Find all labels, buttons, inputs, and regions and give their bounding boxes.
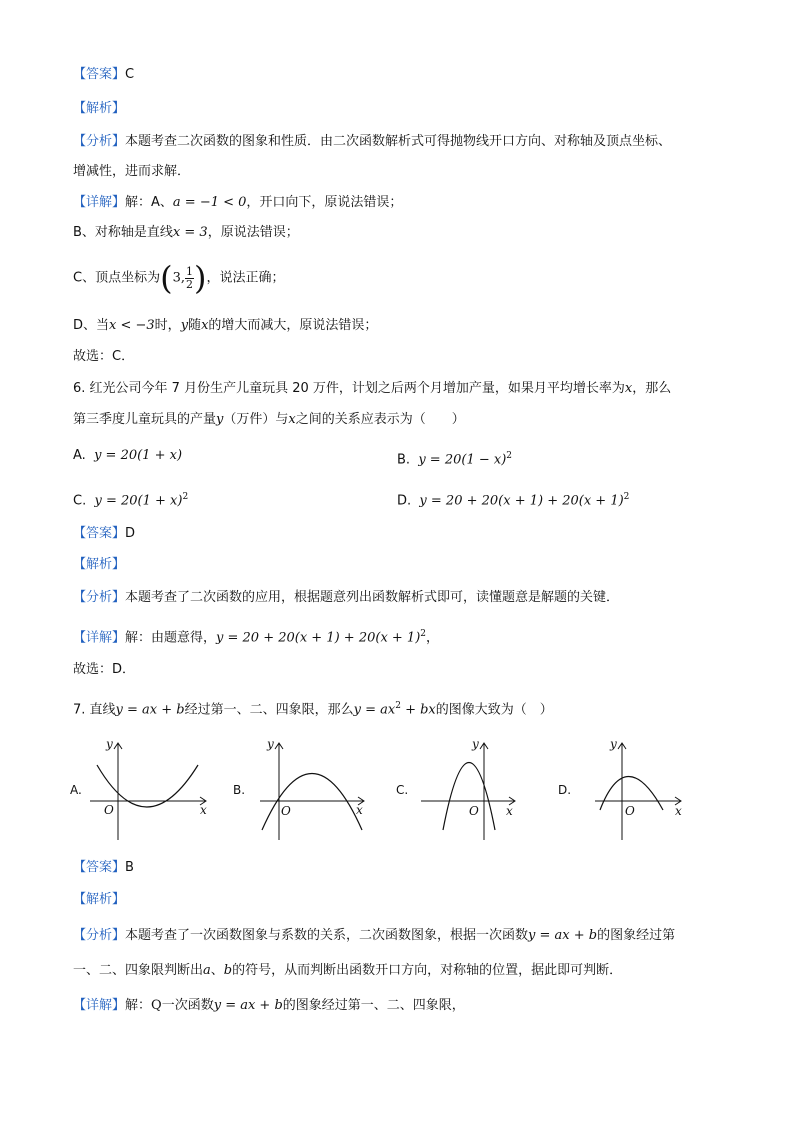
q5-analysis-tag xyxy=(73,100,125,118)
stem-text: 6. 红光公司今年 7 月份生产儿童玩具 20 万件，计划之后两个月增加产量，如果月平均增长率为 xyxy=(73,381,625,396)
exponent: 2 xyxy=(506,451,513,461)
answer-tag: 【答案】 xyxy=(73,860,126,875)
math-expr: y = ax + b xyxy=(528,928,598,943)
because-symbol: Q xyxy=(151,998,162,1013)
x-axis-label: x xyxy=(675,804,682,818)
detail-text: ， xyxy=(426,630,440,646)
q7-detail xyxy=(73,997,465,1015)
stem-text: 经过第一、二、四象限，那么 xyxy=(184,702,354,718)
math-expr: + bx xyxy=(400,702,436,718)
q7-fenxi-line1 xyxy=(73,927,675,945)
x-axis-label: x xyxy=(356,803,363,817)
detail-text: 随 xyxy=(188,318,202,333)
analysis-tag: 【解析】 xyxy=(73,892,126,907)
exponent: 2 xyxy=(623,492,630,502)
detail-text: 的增大而减大，原说法错误； xyxy=(208,318,378,333)
y-axis-label: y xyxy=(106,737,113,751)
detail-text: 解： xyxy=(125,998,152,1013)
q6-detail xyxy=(73,625,439,647)
fenxi-text: 的符号，从而判断出函数开口方向，对称轴的位置，据此即可判断． xyxy=(232,963,623,978)
q7-graph-b[interactable] xyxy=(230,735,370,845)
option-label: A. xyxy=(73,448,86,463)
q6-stem-line2 xyxy=(73,411,465,429)
numerator: 1 xyxy=(185,264,193,278)
q5-detail-a xyxy=(73,194,402,212)
q5-detail-d xyxy=(73,317,377,335)
detail-tag: 【详解】 xyxy=(73,195,126,210)
answer-value: B xyxy=(125,860,134,875)
stem-text: 之间的关系应表示为（ ） xyxy=(295,412,465,427)
denominator: 2 xyxy=(185,277,193,291)
fraction xyxy=(185,266,194,291)
parabola-curve xyxy=(443,763,495,831)
q5-choice: 故选：C． xyxy=(73,349,135,364)
origin-label: O xyxy=(281,804,291,818)
option-label: C. xyxy=(396,783,409,797)
detail-text: 的图象经过第一、二、四象限， xyxy=(282,998,465,1013)
detail-tag: 【详解】 xyxy=(73,998,126,1013)
option-math: y = 20(1 + x) xyxy=(94,493,183,509)
fenxi-tag: 【分析】 xyxy=(73,134,126,149)
math-var: x xyxy=(624,381,633,396)
option-label: C. xyxy=(73,493,87,509)
q5-answer xyxy=(73,66,134,84)
detail-text: 一次函数 xyxy=(161,998,214,1013)
fenxi-text: 的图象经过第 xyxy=(597,928,676,943)
detail-text: B、对称轴是直线 xyxy=(73,225,173,240)
q7-graph-a[interactable] xyxy=(70,735,210,845)
fenxi-text: 、 xyxy=(210,963,224,978)
math-var: y xyxy=(180,318,189,333)
detail-text: D、当 xyxy=(73,318,110,333)
q6-answer xyxy=(73,525,135,543)
fenxi-text: 本题考查了二次函数的应用，根据题意列出函数解析式即可，读懂题意是解题的关键． xyxy=(125,590,620,605)
math-expr: y = ax xyxy=(353,702,396,718)
math-var: x xyxy=(201,318,209,333)
detail-text: ，开口向下，原说法错误； xyxy=(246,195,403,210)
q6-stem-line1 xyxy=(73,380,671,398)
math-expr: y = ax + b xyxy=(213,998,283,1013)
origin-label: O xyxy=(625,804,635,818)
option-math: y = 20(1 + x) xyxy=(94,448,183,463)
q6-option-c[interactable] xyxy=(73,488,188,510)
option-math: y = 20(1 − x) xyxy=(418,452,507,468)
math-var: b xyxy=(223,963,233,978)
option-label: B. xyxy=(397,452,411,468)
q6-analysis-tag xyxy=(73,556,125,574)
exponent: 2 xyxy=(182,492,189,502)
math-var: x xyxy=(288,412,296,427)
stem-text: 的图像大致为（ ） xyxy=(435,702,553,718)
x-axis-label: x xyxy=(200,803,207,817)
q7-fenxi-line2 xyxy=(73,962,622,980)
exponent: 2 xyxy=(420,629,427,639)
stem-text: （万件）与 xyxy=(223,412,289,427)
math-var: y xyxy=(216,412,224,427)
math-expr: y = ax + b xyxy=(115,702,185,718)
option-label: D. xyxy=(558,783,572,797)
detail-tag: 【详解】 xyxy=(73,630,126,646)
parabola-curve xyxy=(262,774,362,831)
fenxi-text: 本题考查二次函数的图象和性质．由二次函数解析式可得抛物线开口方向、对称轴及顶点坐标、 xyxy=(125,134,672,149)
q6-option-d[interactable] xyxy=(397,488,629,510)
q5-fenxi-line2: 增减性，进而求解． xyxy=(73,164,191,179)
q7-graph-d[interactable] xyxy=(555,735,690,845)
math-expr: x < −3 xyxy=(109,318,155,333)
origin-label: O xyxy=(469,804,479,818)
fenxi-text: 本题考查了一次函数图象与系数的关系，二次函数图象，根据一次函数 xyxy=(125,928,529,943)
analysis-tag: 【解析】 xyxy=(73,101,126,116)
left-paren: ( xyxy=(160,259,173,297)
answer-tag: 【答案】 xyxy=(73,67,126,82)
q6-option-b[interactable] xyxy=(397,447,512,469)
stem-text: 第三季度儿童玩具的产量 xyxy=(73,412,217,427)
q6-choice: 故选：D． xyxy=(73,662,136,677)
q5-fenxi-line1 xyxy=(73,133,671,151)
q6-option-a[interactable] xyxy=(73,447,182,465)
analysis-tag: 【解析】 xyxy=(73,557,126,572)
option-math: y = 20 + 20(x + 1) + 20(x + 1) xyxy=(419,493,624,509)
stem-text: 7. 直线 xyxy=(73,702,116,718)
origin-label: O xyxy=(104,803,114,817)
q5-detail-b xyxy=(73,224,299,242)
fenxi-tag: 【分析】 xyxy=(73,928,126,943)
option-label: A. xyxy=(70,783,82,797)
answer-tag: 【答案】 xyxy=(73,526,126,541)
detail-text: ，说法正确； xyxy=(206,270,285,286)
right-paren: ) xyxy=(193,259,207,297)
q6-fenxi xyxy=(73,589,619,607)
math-expr: a = −1 < 0 xyxy=(172,195,247,210)
detail-text: 解：A、 xyxy=(125,195,173,210)
q7-stem xyxy=(73,697,553,719)
q5-detail-c xyxy=(73,259,285,297)
option-label: D. xyxy=(397,493,412,509)
stem-text: ，那么 xyxy=(632,381,672,396)
detail-text: ，原说法错误； xyxy=(207,225,299,240)
detail-text: 时， xyxy=(154,318,181,333)
math-expr: x = 3 xyxy=(172,225,208,240)
math-expr: y = 20 + 20(x + 1) + 20(x + 1) xyxy=(216,630,421,646)
y-axis-label: y xyxy=(610,737,617,751)
detail-text: 解：由题意得， xyxy=(125,630,217,646)
q7-graph-c[interactable] xyxy=(393,735,533,845)
detail-text: C、顶点坐标为 xyxy=(73,270,161,286)
q7-analysis-tag xyxy=(73,891,125,909)
x-axis-label: x xyxy=(506,804,513,818)
y-axis-label: y xyxy=(472,737,479,751)
answer-value: D xyxy=(125,526,136,541)
math-var: a xyxy=(203,963,211,978)
fenxi-tag: 【分析】 xyxy=(73,590,126,605)
fenxi-text: 一、二、四象限判断出 xyxy=(73,963,204,978)
coord-value: 3, xyxy=(172,270,185,286)
exponent: 2 xyxy=(395,701,401,711)
y-axis-label: y xyxy=(267,737,274,751)
option-label: B. xyxy=(233,783,246,797)
answer-value: C xyxy=(125,67,135,82)
q7-answer xyxy=(73,859,134,877)
